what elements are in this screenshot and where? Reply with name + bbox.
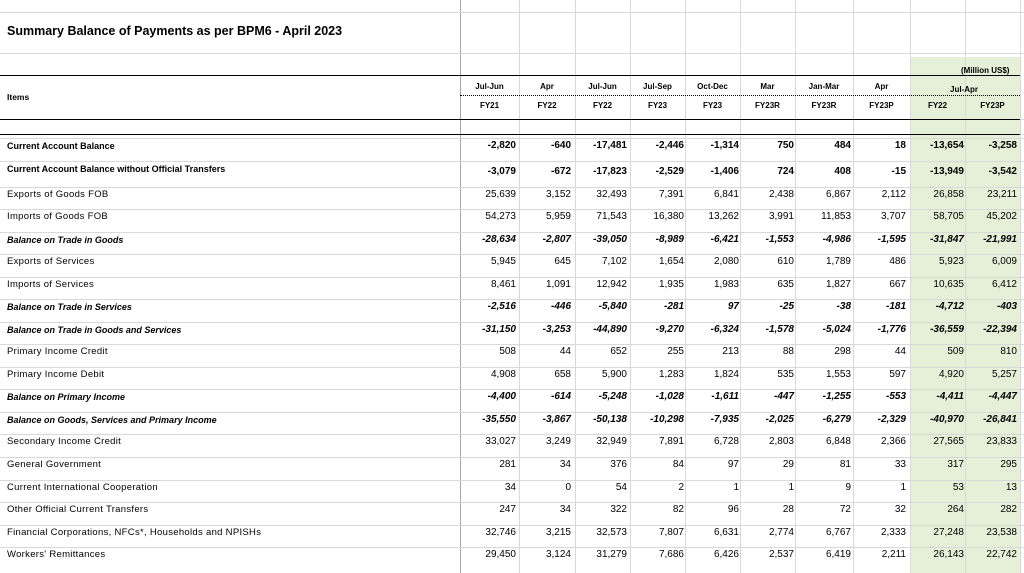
table-cell[interactable]: 6,848	[825, 436, 851, 447]
column-header-bottom: FY22	[592, 101, 613, 110]
table-cell[interactable]: -5,248	[598, 391, 627, 402]
table-cell[interactable]: 1,091	[545, 279, 571, 290]
items-header: Items	[7, 92, 30, 102]
row-label: Primary Income Credit	[7, 346, 108, 357]
table-cell[interactable]: 7,807	[658, 527, 684, 538]
table-cell[interactable]: 5,959	[545, 211, 571, 222]
table-cell[interactable]: 4,920	[938, 369, 964, 380]
column-header-top: Jul-Jun	[475, 82, 504, 91]
table-cell[interactable]: -1,595	[877, 234, 906, 245]
table-cell[interactable]: -181	[885, 301, 906, 312]
table-cell[interactable]: -1,406	[710, 166, 739, 177]
table-cell[interactable]: 33	[894, 459, 906, 470]
table-cell[interactable]: 3,707	[880, 211, 906, 222]
column-header-bottom: FY22	[927, 101, 948, 110]
table-cell[interactable]: 255	[667, 346, 684, 357]
table-cell[interactable]: -1,776	[877, 324, 906, 335]
table-cell[interactable]: 645	[554, 256, 571, 267]
table-cell[interactable]: -21,991	[983, 234, 1017, 245]
table-cell[interactable]: -7,935	[710, 414, 739, 425]
row-label: Imports of Services	[7, 279, 95, 290]
table-cell[interactable]: -13,949	[930, 166, 964, 177]
table-cell[interactable]: -22,394	[983, 324, 1017, 335]
table-cell[interactable]: 45,202	[986, 211, 1017, 222]
column-header-bottom: FY23	[702, 101, 723, 110]
table-cell[interactable]: 1,553	[825, 369, 851, 380]
table-cell[interactable]: 32,493	[596, 189, 627, 200]
table-cell[interactable]: -2,820	[487, 140, 516, 151]
row-label: Current International Cooperation	[7, 482, 158, 493]
table-cell[interactable]: 508	[499, 346, 516, 357]
table-cell[interactable]: 7,686	[658, 549, 684, 560]
table-cell[interactable]: -640	[550, 140, 571, 151]
row-label: Balance on Primary Income	[7, 392, 126, 402]
table-cell[interactable]: 667	[889, 279, 906, 290]
page-title: Summary Balance of Payments as per BPM6 - April 2023	[7, 24, 343, 38]
table-cell[interactable]: 32	[894, 504, 906, 515]
table-cell[interactable]: 2,537	[768, 549, 794, 560]
table-cell[interactable]: -10,298	[650, 414, 684, 425]
table-cell[interactable]: 213	[722, 346, 739, 357]
table-cell[interactable]: -4,986	[822, 234, 851, 245]
table-cell[interactable]: 97	[727, 301, 739, 312]
group-header-jul-apr: Jul-Apr	[950, 85, 978, 94]
table-cell[interactable]: 84	[672, 459, 684, 470]
table-cell[interactable]: 597	[889, 369, 906, 380]
column-header-top: Mar	[760, 82, 775, 91]
table-cell[interactable]: 2,366	[880, 436, 906, 447]
table-cell[interactable]: -28,634	[482, 234, 516, 245]
table-cell[interactable]: -1,578	[765, 324, 794, 335]
row-label: Current Account Balance without Official Transfers	[7, 164, 226, 174]
table-cell[interactable]: 82	[672, 504, 684, 515]
table-cell[interactable]: -3,253	[542, 324, 571, 335]
table-cell[interactable]: -4,411	[936, 391, 964, 402]
table-cell[interactable]: 16,380	[653, 211, 684, 222]
table-cell[interactable]: -17,823	[593, 166, 627, 177]
table-cell[interactable]: 34	[559, 504, 571, 515]
column-header-bottom: FY23P	[869, 101, 894, 110]
table-cell[interactable]: -3,258	[988, 140, 1017, 151]
table-cell[interactable]: -2,516	[487, 301, 516, 312]
table-cell[interactable]: 6,631	[713, 527, 739, 538]
unit-note: (Million US$)	[961, 66, 1010, 75]
table-cell[interactable]: -2,529	[655, 166, 684, 177]
table-cell[interactable]: -40,970	[930, 414, 964, 425]
table-cell[interactable]: 0	[565, 482, 571, 493]
row-label: Exports of Services	[7, 256, 95, 267]
table-cell[interactable]: -31,150	[482, 324, 516, 335]
table-cell[interactable]: 1,654	[658, 256, 684, 267]
table-cell[interactable]: 2,112	[881, 189, 906, 200]
table-cell[interactable]: 7,391	[658, 189, 684, 200]
column-header-bottom: FY23R	[811, 101, 837, 110]
column-header-top: Jul-Sep	[643, 82, 672, 91]
row-label: Balance on Trade in Goods and Services	[7, 325, 182, 335]
table-cell[interactable]: 32,746	[485, 527, 516, 538]
table-cell[interactable]: 509	[947, 346, 964, 357]
table-cell[interactable]: 6,841	[713, 189, 739, 200]
table-cell[interactable]: -44,890	[593, 324, 627, 335]
table-cell[interactable]: 25,639	[485, 189, 516, 200]
table-cell[interactable]: -6,324	[710, 324, 739, 335]
table-cell[interactable]: 29	[782, 459, 794, 470]
table-cell[interactable]: 6,009	[991, 256, 1017, 267]
table-cell[interactable]: -2,329	[877, 414, 906, 425]
table-cell[interactable]: -25	[779, 301, 794, 312]
row-label: Primary Income Debit	[7, 369, 105, 380]
table-cell[interactable]: -17,481	[593, 140, 627, 151]
table-cell[interactable]: -2,025	[765, 414, 794, 425]
row-label: Workers' Remittances	[7, 549, 106, 560]
table-cell[interactable]: 11,853	[821, 211, 851, 222]
table-cell[interactable]: 13	[1005, 482, 1017, 493]
table-cell[interactable]: 1,935	[658, 279, 684, 290]
table-cell[interactable]: 1	[900, 482, 906, 493]
table-cell[interactable]: -3,542	[988, 166, 1017, 177]
header-rule	[0, 75, 1020, 76]
table-cell[interactable]: -5,024	[822, 324, 851, 335]
table-cell[interactable]: 1,983	[713, 279, 739, 290]
table-cell[interactable]: -36,559	[930, 324, 964, 335]
table-cell[interactable]: 652	[610, 346, 627, 357]
table-cell[interactable]: 72	[839, 504, 851, 515]
column-header-bottom: FY23	[647, 101, 668, 110]
table-cell[interactable]: -9,270	[655, 324, 684, 335]
table-cell[interactable]: -4,400	[487, 391, 516, 402]
table-cell[interactable]: 2	[678, 482, 684, 493]
table-cell[interactable]: 7,891	[658, 436, 684, 447]
table-cell[interactable]: 26,858	[933, 189, 964, 200]
table-cell[interactable]: 6,767	[825, 527, 851, 538]
table-cell[interactable]: 298	[834, 346, 851, 357]
table-cell[interactable]: 408	[834, 166, 851, 177]
table-cell[interactable]: 2,211	[881, 549, 906, 560]
table-cell[interactable]: -281	[663, 301, 684, 312]
table-cell[interactable]: 3,249	[545, 436, 571, 447]
table-cell[interactable]: 281	[499, 459, 516, 470]
table-cell[interactable]: 4,908	[490, 369, 516, 380]
header-rule	[0, 134, 1020, 135]
table-cell[interactable]: 81	[839, 459, 851, 470]
table-cell[interactable]: -1,611	[711, 391, 739, 402]
table-cell[interactable]: 2,774	[768, 527, 794, 538]
table-cell[interactable]: -553	[885, 391, 906, 402]
table-cell[interactable]: 33,027	[485, 436, 516, 447]
table-cell[interactable]: 610	[777, 256, 794, 267]
table-cell[interactable]: 44	[894, 346, 906, 357]
table-cell[interactable]: -614	[550, 391, 571, 402]
table-cell[interactable]: -1,028	[655, 391, 684, 402]
table-cell[interactable]: 295	[1000, 459, 1017, 470]
table-cell[interactable]: 658	[554, 369, 571, 380]
table-cell[interactable]: 23,211	[987, 189, 1017, 200]
table-cell[interactable]: -5,840	[598, 301, 627, 312]
table-cell[interactable]: 23,538	[986, 527, 1017, 538]
row-label: Other Official Current Transfers	[7, 504, 149, 515]
table-cell[interactable]: 97	[727, 459, 739, 470]
table-cell[interactable]: 1	[788, 482, 794, 493]
table-cell[interactable]: -50,138	[593, 414, 627, 425]
table-cell[interactable]: 7,102	[601, 256, 627, 267]
table-cell[interactable]: 2,438	[768, 189, 794, 200]
table-cell[interactable]: 724	[777, 166, 794, 177]
table-cell[interactable]: -39,050	[593, 234, 627, 245]
table-cell[interactable]: 635	[777, 279, 794, 290]
table-cell[interactable]: 376	[610, 459, 627, 470]
table-cell[interactable]: -2,446	[655, 140, 684, 151]
table-cell[interactable]: -446	[550, 301, 571, 312]
table-cell[interactable]: -4,447	[988, 391, 1017, 402]
table-cell[interactable]: 810	[1000, 346, 1017, 357]
table-cell[interactable]: -672	[550, 166, 571, 177]
table-cell[interactable]: 1,283	[658, 369, 684, 380]
row-label: Current Account Balance	[7, 141, 115, 151]
table-cell[interactable]: 486	[889, 256, 906, 267]
column-header-top: Jan-Mar	[808, 82, 840, 91]
table-cell[interactable]: 5,900	[601, 369, 627, 380]
table-cell[interactable]: 1,827	[825, 279, 851, 290]
table-cell[interactable]: 44	[559, 346, 571, 357]
table-cell[interactable]: 27,248	[933, 527, 964, 538]
table-cell[interactable]: -35,550	[482, 414, 516, 425]
table-cell[interactable]: 32,573	[596, 527, 627, 538]
table-cell[interactable]: -403	[996, 301, 1017, 312]
row-label: Exports of Goods FOB	[7, 189, 109, 200]
column-header-top: Apr	[540, 82, 554, 91]
table-cell[interactable]: 13,262	[708, 211, 739, 222]
table-cell[interactable]: -447	[773, 391, 794, 402]
table-cell[interactable]: 54,273	[485, 211, 516, 222]
table-cell[interactable]: 2,080	[713, 256, 739, 267]
table-cell[interactable]: 247	[499, 504, 516, 515]
row-label: Balance on Trade in Goods	[7, 235, 124, 245]
table-cell[interactable]: -8,989	[655, 234, 684, 245]
table-cell[interactable]: -31,847	[930, 234, 964, 245]
table-cell[interactable]: 6,426	[713, 549, 739, 560]
table-cell[interactable]: 28	[782, 504, 794, 515]
table-cell[interactable]: 1	[733, 482, 739, 493]
grid-column-line	[1020, 0, 1021, 573]
column-header-top: Oct-Dec	[697, 82, 728, 91]
table-cell[interactable]: 26,143	[933, 549, 964, 560]
table-cell[interactable]: 31,279	[596, 549, 627, 560]
table-cell[interactable]: -6,421	[710, 234, 739, 245]
table-cell[interactable]: 484	[834, 140, 851, 151]
table-cell[interactable]: 3,215	[545, 527, 571, 538]
table-cell[interactable]: 2,803	[768, 436, 794, 447]
table-cell[interactable]: 27,565	[933, 436, 964, 447]
table-cell[interactable]: -1,553	[765, 234, 794, 245]
row-label: Balance on Trade in Services	[7, 302, 132, 312]
table-cell[interactable]: 10,635	[933, 279, 964, 290]
table-cell[interactable]: 34	[504, 482, 516, 493]
grid-row-line	[0, 12, 1024, 13]
row-label: Financial Corporations, NFCs*, Households and NPISHs	[7, 527, 262, 538]
column-header-top: Apr	[874, 82, 889, 91]
table-cell[interactable]: 32,949	[596, 436, 627, 447]
row-label: General Government	[7, 459, 102, 470]
table-cell[interactable]: 5,945	[490, 256, 516, 267]
column-header-top: Jul-Jun	[588, 82, 617, 91]
table-cell[interactable]: 6,867	[825, 189, 851, 200]
table-cell[interactable]: -2,807	[542, 234, 571, 245]
table-cell[interactable]: 53	[952, 482, 964, 493]
table-cell[interactable]: 22,742	[986, 549, 1017, 560]
row-label: Imports of Goods FOB	[7, 211, 109, 222]
table-cell[interactable]: 29,450	[485, 549, 516, 560]
table-cell[interactable]: 6,419	[825, 549, 851, 560]
column-header-bottom: FY22	[537, 101, 557, 110]
row-label: Balance on Goods, Services and Primary Income	[7, 415, 217, 425]
table-cell[interactable]: -13,654	[930, 140, 964, 151]
table-cell[interactable]: 2,333	[880, 527, 906, 538]
table-cell[interactable]: -15	[891, 166, 906, 177]
table-cell[interactable]: -1,314	[710, 140, 739, 151]
column-header-bottom: FY23P	[980, 101, 1005, 110]
table-cell[interactable]: 264	[947, 504, 964, 515]
table-cell[interactable]: 322	[610, 504, 627, 515]
column-header-bottom: FY21	[479, 101, 500, 110]
table-cell[interactable]: 12,942	[596, 279, 627, 290]
table-cell[interactable]: 88	[782, 346, 794, 357]
table-cell[interactable]: 3,991	[768, 211, 794, 222]
table-cell[interactable]: -26,841	[983, 414, 1017, 425]
table-cell[interactable]: 5,923	[938, 256, 964, 267]
table-cell[interactable]: 58,705	[933, 211, 964, 222]
table-cell[interactable]: 34	[559, 459, 571, 470]
table-cell[interactable]: 317	[947, 459, 964, 470]
table-cell[interactable]: 9	[845, 482, 851, 493]
table-cell[interactable]: 71,543	[596, 211, 627, 222]
row-label: Secondary Income Credit	[7, 436, 122, 447]
header-rule	[0, 119, 1020, 120]
table-cell[interactable]: -6,279	[822, 414, 851, 425]
table-cell[interactable]: 23,833	[986, 436, 1017, 447]
table-cell[interactable]: 3,152	[545, 189, 571, 200]
table-cell[interactable]: 535	[777, 369, 794, 380]
table-cell[interactable]: -4,712	[935, 301, 964, 312]
table-cell[interactable]: -1,255	[822, 391, 851, 402]
column-header-bottom: FY23R	[755, 101, 780, 110]
table-cell[interactable]: 96	[727, 504, 739, 515]
table-cell[interactable]: 1,824	[713, 369, 739, 380]
table-cell[interactable]: 6,412	[991, 279, 1017, 290]
table-cell[interactable]: 1,789	[825, 256, 851, 267]
grid-row-line	[0, 53, 1024, 54]
table-cell[interactable]: 6,728	[713, 436, 739, 447]
table-cell[interactable]: 282	[1000, 504, 1017, 515]
table-cell[interactable]: -38	[836, 301, 851, 312]
table-cell[interactable]: 54	[615, 482, 627, 493]
table-cell[interactable]: -3,867	[542, 414, 571, 425]
table-cell[interactable]: 5,257	[991, 369, 1017, 380]
table-cell[interactable]: 18	[894, 140, 906, 151]
table-cell[interactable]: 750	[777, 140, 794, 151]
table-cell[interactable]: 3,124	[545, 549, 571, 560]
table-cell[interactable]: 8,461	[490, 279, 516, 290]
table-cell[interactable]: -3,079	[487, 166, 516, 177]
